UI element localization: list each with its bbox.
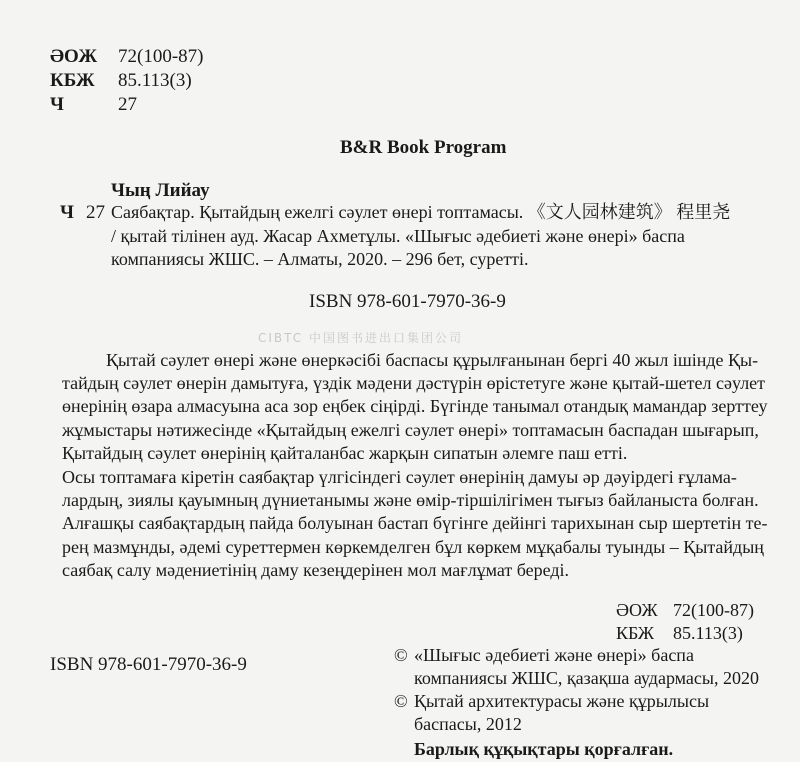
copyright-symbol: ©: [394, 691, 408, 711]
author-mark-label: Ч: [50, 94, 64, 115]
udc-value: 72(100-87): [118, 46, 204, 67]
bleed-through-text: [330, 62, 336, 88]
annotation-line: өнерінің өзара алмасуына аса зор еңбек сіңірді. Бүгінде танымал отандық мамандар зерттеу: [62, 396, 768, 416]
author-name: Чың Лийау: [111, 180, 210, 201]
udc-label: ӘОЖ: [616, 600, 658, 620]
udc-label: ӘОЖ: [50, 46, 98, 67]
copyright-line: компаниясы ЖШС, қазақша аудармасы, 2020: [414, 668, 760, 688]
bbk-label: КБЖ: [50, 70, 95, 91]
publisher-watermark: CIBTC 中国图书进出口集团公司: [258, 331, 463, 345]
annotation-line: рең мазмұнды, әдемі суреттермен көркемделген бұл көркем мұқабалы туынды – Қытайдың: [62, 537, 764, 557]
entry-line: / қытай тілінен ауд. Жасар Ахметұлы. «Шығыс әдебиеті және өнері» баспа: [111, 226, 685, 246]
rights-notice: Барлық құқықтары қорғалған.: [414, 739, 674, 759]
bbk-value: 85.113(3): [118, 70, 192, 91]
annotation-line: саябақ салу мәдениетінің даму кезеңдерінен мол мағлұмат береді.: [62, 560, 570, 580]
copyright-line: «Шығыс әдебиеті және өнері» баспа: [414, 645, 694, 665]
entry-line: Саябақтар. Қытайдың ежелгі сәулет өнері топтамасы. 《文人园林建筑》 程里尧: [111, 202, 731, 222]
annotation-line: лардың, зиялы қауымның дүниетанымы және өмір-тіршілігімен тығыз байланыста болған.: [62, 490, 759, 510]
bbk-label: КБЖ: [616, 623, 655, 643]
annotation-line: Қытайдың сәулет өнерінің қайталанбас жарқын сипатын әлемге паш етті.: [62, 443, 628, 463]
copyright-line: баспасы, 2012: [414, 714, 522, 734]
program-title: B&R Book Program: [340, 137, 507, 158]
annotation-line: Алғашқы саябақтардың пайда болуынан бастап бүгінге дейінгі тарихынан сыр шертетін те-: [62, 513, 768, 533]
isbn-center: ISBN 978-601-7970-36-9: [309, 291, 506, 312]
entry-line: компаниясы ЖШС. – Алматы, 2020. – 296 бет, суретті.: [111, 249, 529, 269]
bbk-value: 85.113(3): [673, 623, 743, 643]
udc-value: 72(100-87): [673, 600, 754, 620]
annotation-line: Қытай сәулет өнері және өнеркәсібі баспасы құрылғанынан бергі 40 жыл ішінде Қы-: [106, 350, 759, 370]
copyright-line: Қытай архитектурасы және құрылысы: [414, 691, 710, 711]
isbn-bottom: ISBN 978-601-7970-36-9: [50, 654, 247, 675]
annotation-line: Осы топтамаға кіретін саябақтар үлгісіндегі сәулет өнерінің дамуы әр дәуірдегі ғұлама-: [62, 467, 737, 487]
copyright-symbol: ©: [394, 645, 408, 665]
entry-code-number: 27: [86, 202, 105, 223]
annotation-line: тайдың сәулет өнерін дамытуға, үздік мәдени дәстүрін өрістетуге және қытай-шетел сәулет: [62, 373, 766, 393]
entry-code-letter: Ч: [60, 202, 74, 223]
annotation-line: жұмыстары нәтижесінде «Қытайдың ежелгі сәулет өнері» топтамасын баспадан шығарып,: [62, 420, 759, 440]
author-mark-value: 27: [118, 94, 137, 115]
